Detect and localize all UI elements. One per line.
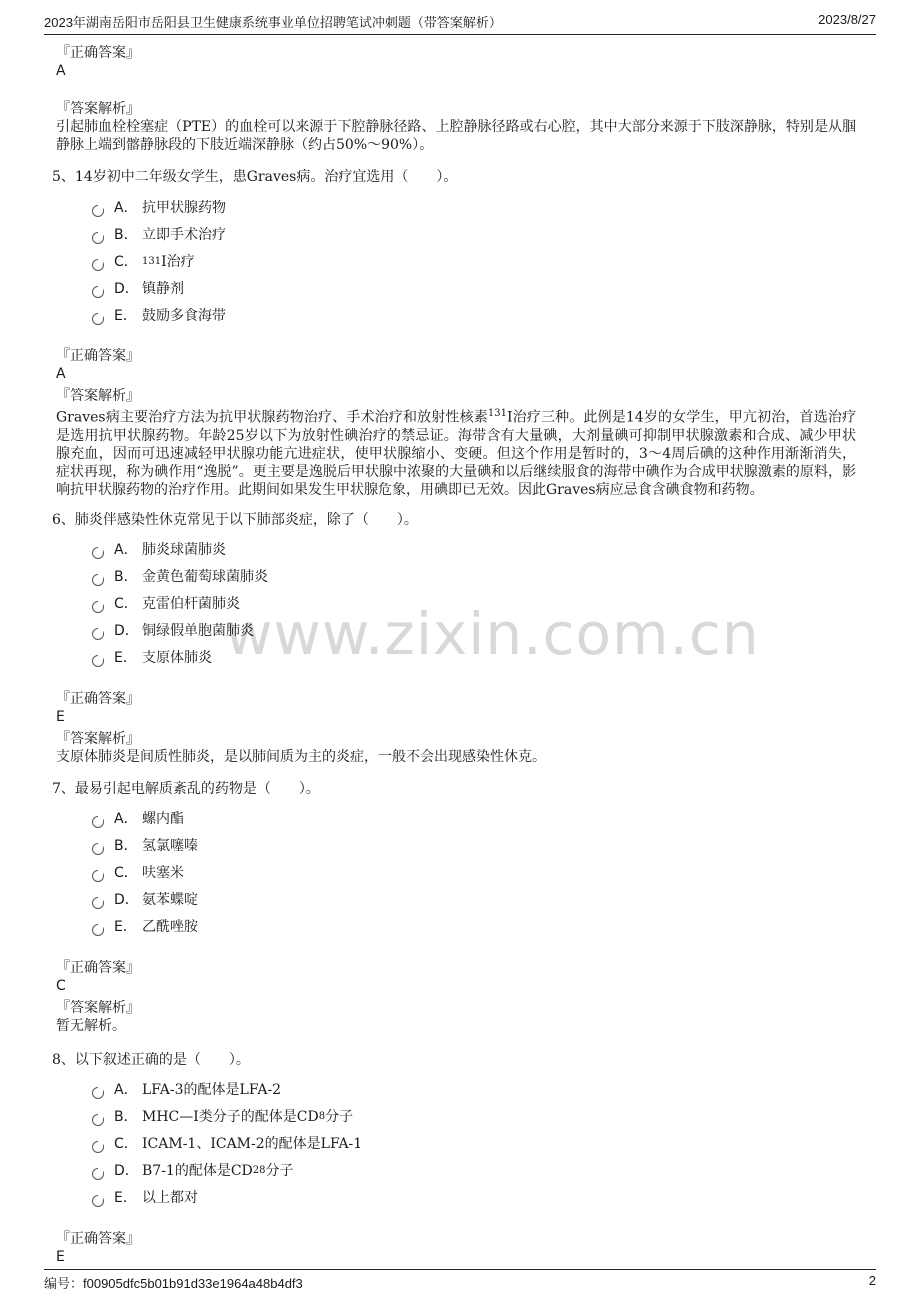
radio-icon[interactable] (92, 259, 104, 271)
radio-icon[interactable] (92, 897, 104, 909)
analysis-label: 『答案解析』 (56, 388, 140, 404)
document-title: 2023年湖南岳阳市岳阳县卫生健康系统事业单位招聘笔试冲刺题（带答案解析） (44, 15, 502, 30)
question-6: 6、肺炎伴感染性休克常见于以下肺部炎症，除了（ ）。 (52, 511, 418, 528)
correct-answer-label: 『正确答案』 (56, 690, 140, 707)
correct-answer-value: C (56, 977, 66, 994)
radio-icon[interactable] (92, 547, 104, 559)
analysis-text: 支原体肺炎是间质性肺炎，是以肺间质为主的炎症，一般不会出现感染性休克。 (56, 748, 546, 765)
correct-answer-value: E (56, 1248, 65, 1265)
radio-icon[interactable] (92, 655, 104, 667)
page-header (44, 12, 876, 35)
option-c[interactable]: C． ICAM-1、ICAM-2的配体是LFA-1 (92, 1131, 856, 1158)
radio-icon[interactable] (92, 574, 104, 586)
option-d[interactable]: D． 氨苯蝶啶 (92, 887, 856, 914)
option-b[interactable]: B． 金黄色葡萄球菌肺炎 (92, 564, 856, 591)
analysis-text: 暂无解析。 (56, 1017, 126, 1034)
correct-answer-value: A (56, 366, 66, 382)
option-d[interactable]: D． B7-1的配体是CD 28 分子 (92, 1158, 856, 1185)
option-c[interactable]: C． 克雷伯杆菌肺炎 (92, 591, 856, 618)
analysis-text: 引起肺血栓栓塞症（PTE）的血栓可以来源于下腔静脉径路、上腔静脉径路或右心腔，其中大部分来源于下肢深静脉，特别是从腘静脉上端到髂静脉段的下肢近端深静脉（约占50%～90%）。 (56, 119, 856, 153)
analysis-label: 『答案解析』 (56, 999, 140, 1016)
option-a[interactable]: A． 肺炎球菌肺炎 (92, 537, 856, 564)
option-a[interactable]: A． 螺内酯 (92, 806, 856, 833)
question-8: 8、以下叙述正确的是（ ）。 (52, 1051, 250, 1068)
radio-icon[interactable] (92, 816, 104, 828)
question-7: 7、最易引起电解质紊乱的药物是（ ）。 (52, 780, 320, 797)
option-e[interactable]: E． 支原体肺炎 (92, 645, 856, 672)
correct-answer-label: 『正确答案』 (56, 45, 140, 61)
radio-icon[interactable] (92, 286, 104, 298)
correct-answer-label: 『正确答案』 (56, 959, 140, 976)
option-c[interactable]: C． 呋塞米 (92, 860, 856, 887)
option-c[interactable]: C． 131 I治疗 (92, 248, 856, 275)
analysis-text: Graves病主要治疗方法为抗甲状腺药物治疗、手术治疗和放射性核素$^{131}$I治疗三种。此例是14岁的女学生，甲亢初治，首选治疗是选用抗甲状腺药物。年龄25岁以下为放射性碘治疗的禁忌证。海带含有大量碘，大剂量碘可抑制甲状腺激素和合成、减少甲状腺充血，因而可迅速减轻甲状腺功能亢进症状，使甲状腺缩小、变硬。但这个作用是暂时的，3～4周后碘的这种作用渐渐消失，症状再现，称为碘作用“逸脱”。更主要是逸脱后甲状腺中浓聚的大量碘和以后继续服食的海带中碘作为合成甲状腺激素的原料，影响抗甲状腺药物的治疗作用。此期间如果发生甲状腺危象，用碘即已无效。因此Graves病应忌食含碘食物和药物。 (56, 408, 856, 498)
correct-answer-label: 『正确答案』 (56, 348, 140, 364)
option-e[interactable]: E． 以上都对 (92, 1185, 856, 1212)
option-a[interactable]: A． LFA-3的配体是LFA-2 (92, 1077, 856, 1104)
option-d[interactable]: D． 铜绿假单胞菌肺炎 (92, 618, 856, 645)
document-code: 编号：f00905dfc5b01b91d33e1964a48b4df3 (44, 1276, 303, 1291)
correct-answer-label: 『正确答案』 (56, 1230, 140, 1247)
radio-icon[interactable] (92, 1168, 104, 1180)
question-7-options (92, 806, 856, 941)
radio-icon[interactable] (92, 1141, 104, 1153)
option-a[interactable]: A． 抗甲状腺药物 (92, 194, 856, 221)
page-number: 2 (868, 1273, 876, 1288)
radio-icon[interactable] (92, 1114, 104, 1126)
option-b[interactable]: B． 立即手术治疗 (92, 221, 856, 248)
page-footer (44, 1269, 876, 1293)
radio-icon[interactable] (92, 870, 104, 882)
analysis-label: 『答案解析』 (56, 101, 140, 117)
question-8-options (92, 1077, 856, 1212)
question-6-options (92, 537, 856, 672)
option-d[interactable]: D． 镇静剂 (92, 275, 856, 302)
option-b[interactable]: B． MHC—I类分子的配体是CD 8 分子 (92, 1104, 856, 1131)
radio-icon[interactable] (92, 1087, 104, 1099)
header-date: 2023/8/27 (818, 12, 876, 27)
radio-icon[interactable] (92, 1195, 104, 1207)
radio-icon[interactable] (92, 313, 104, 325)
option-e[interactable]: E． 乙酰唑胺 (92, 914, 856, 941)
question-5-options (92, 194, 856, 329)
radio-icon[interactable] (92, 205, 104, 217)
correct-answer-value: E (56, 708, 65, 725)
radio-icon[interactable] (92, 924, 104, 936)
option-b[interactable]: B． 氢氯噻嗪 (92, 833, 856, 860)
page-content (52, 44, 856, 1286)
radio-icon[interactable] (92, 232, 104, 244)
analysis-label: 『答案解析』 (56, 730, 140, 747)
option-e[interactable]: E． 鼓励多食海带 (92, 302, 856, 329)
radio-icon[interactable] (92, 628, 104, 640)
question-5: 5、14岁初中二年级女学生，患Graves病。治疗宜选用（ ）。 (52, 169, 458, 185)
radio-icon[interactable] (92, 601, 104, 613)
correct-answer-value: A (56, 63, 66, 79)
watermark: www.zixin.com.cn (225, 600, 760, 668)
radio-icon[interactable] (92, 843, 104, 855)
